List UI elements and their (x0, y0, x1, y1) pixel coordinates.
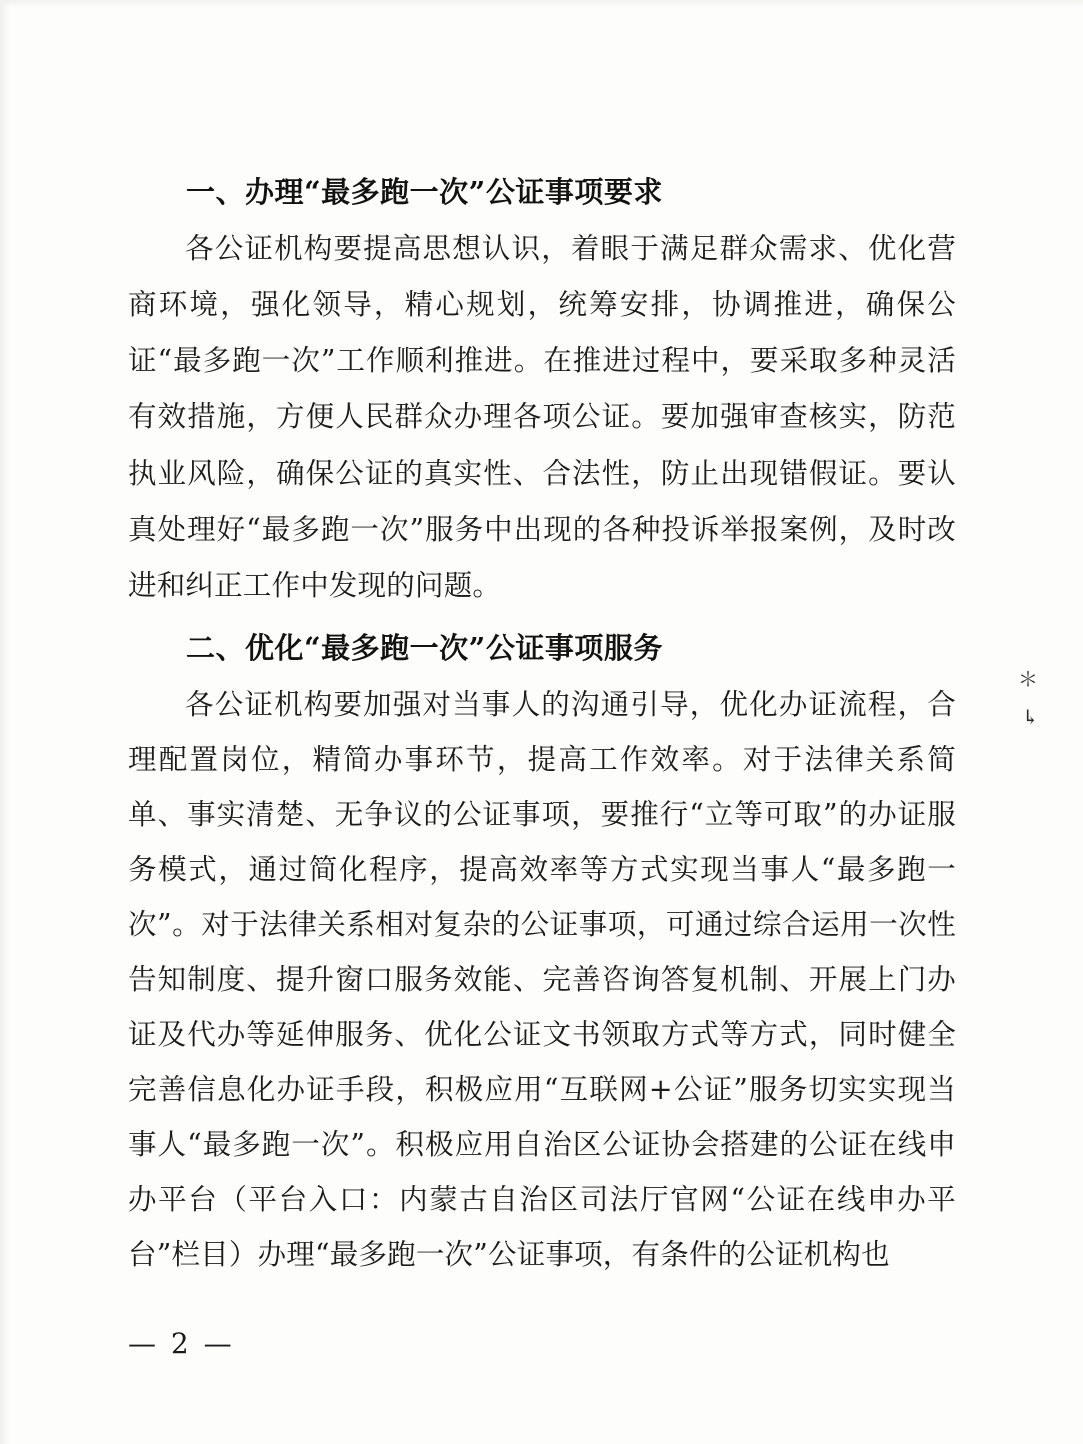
section-two-paragraph: 各公证机构要加强对当事人的沟通引导，优化办证流程，合理配置岗位，精简办事环节，提高工作效率。对于法律关系简单、事实清楚、无争议的公证事项，要推行“立等可取”的办证服务模式，通过简化程序，提高效率等方式实现当事人“最多跑一次”。对于法律关系相对复杂的公证事项，可通过综合运用一次性告知制度、提升窗口服务效能、完善咨询答复机制、开展上门办证及代办等延伸服务、优化公证文书领取方式等方式，同时健全完善信息化办证手段，积极应用“互联网+公证”服务切实实现当事人“最多跑一次”。积极应用自治区公证协会搭建的公证在线申办平台（平台入口：内蒙古自治区司法厅官网“公证在线申办平台”栏目）办理“最多跑一次”公证事项，有条件的公证机构也 (128, 687, 956, 1271)
section-one-paragraph: 各公证机构要提高思想认识，着眼于满足群众需求、优化营商环境，强化领导，精心规划，统筹安排，协调推进，确保公证“最多跑一次”工作顺利推进。在推进过程中，要采取多种灵活有效措施，方便人民群众办理各项公证。要加强审查核实，防范执业风险，确保公证的真实性、合法性，防止出现错假证。要认真处理好“最多跑一次”服务中出现的各种投诉举报案例，及时改进和纠正工作中发现的问题。 (128, 231, 956, 602)
page-number: — 2 — (128, 1327, 235, 1360)
section-spacer (128, 616, 956, 626)
section-heading-two: 二、优化“最多跑一次”公证事项服务 (186, 630, 663, 665)
page-edge-shadow-top (0, 0, 1083, 8)
margin-annotation-marks (1018, 660, 1058, 740)
margin-mark-asterisk-icon: ＊ (1018, 667, 1038, 691)
document-body (128, 170, 956, 1284)
section-heading-one: 一、办理“最多跑一次”公证事项要求 (186, 175, 663, 209)
page-edge-shadow-left (0, 0, 10, 1444)
margin-mark-arrow-icon: ↳ (1022, 705, 1039, 729)
